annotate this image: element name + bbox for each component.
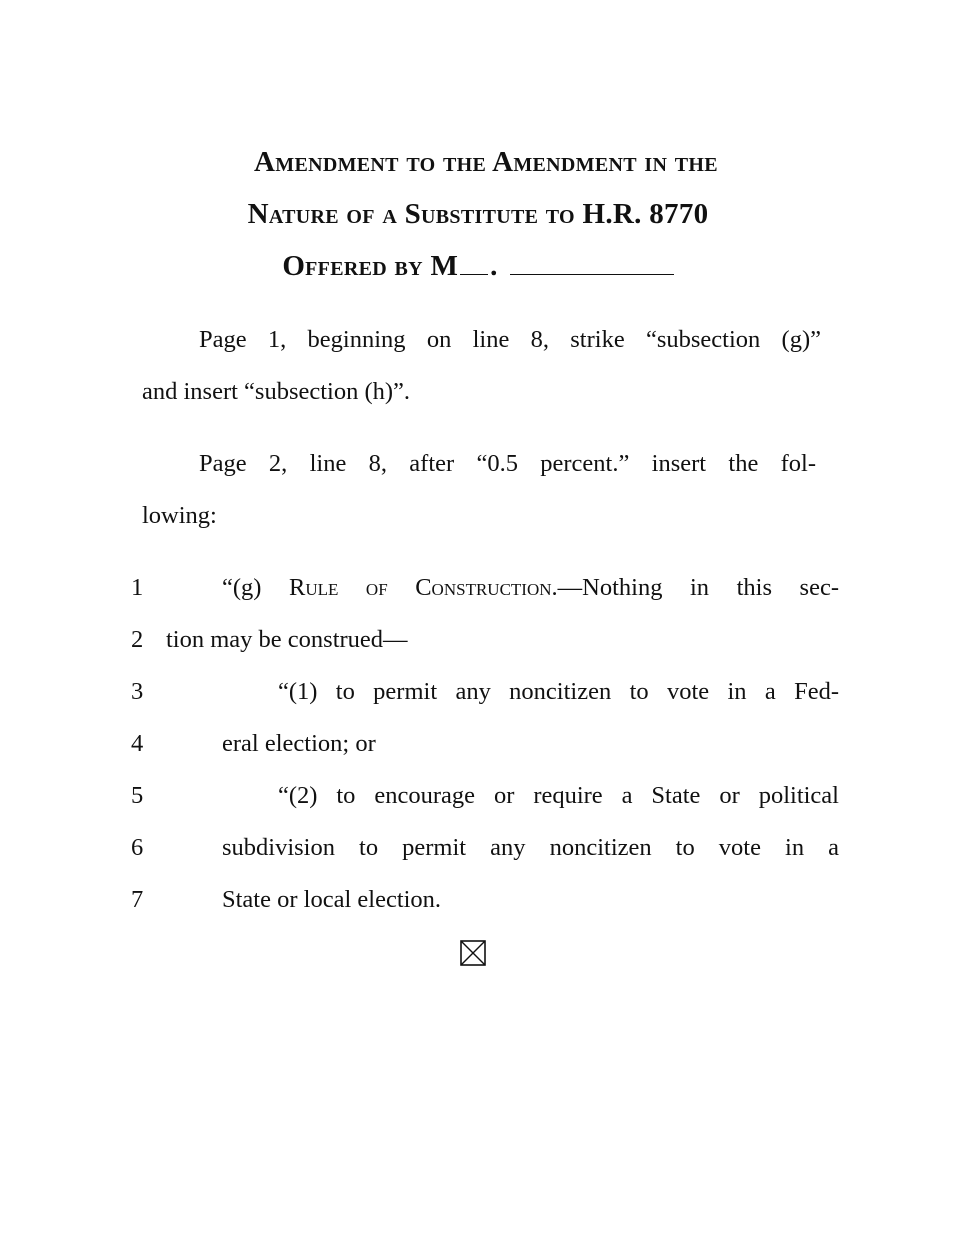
member-blank: [460, 273, 488, 275]
amendment-line-2: tion may be construed—: [166, 626, 408, 653]
amendment-line-1: [222, 574, 839, 602]
subsection-heading: Rule of Construction: [289, 574, 552, 601]
line-number: 7: [131, 886, 144, 913]
line-number: 5: [131, 782, 144, 809]
title-line-2: Nature of a Substitute to H.R. 8770: [247, 198, 709, 230]
amendment-line-7: State or local election.: [222, 886, 442, 913]
name-blank: [510, 273, 674, 275]
title-period: .: [490, 250, 498, 282]
line-number: 2: [131, 626, 144, 653]
instruction-1-line-2: and insert “subsection (h)”.: [142, 378, 411, 405]
line-number: 3: [131, 678, 144, 705]
amendment-line-6: subdivision to permit any noncitizen to vote in a: [222, 834, 839, 861]
title-offered-by: Offered by M: [282, 250, 459, 282]
title-line-1: Amendment to the Amendment in the: [254, 146, 718, 178]
line-number: 1: [131, 574, 144, 601]
boxed-x-icon: [460, 940, 486, 966]
instruction-2-line-1: Page 2, line 8, after “0.5 percent.” insert the fol-: [199, 450, 816, 477]
subsection-open: “(g): [222, 574, 289, 601]
title-line-3: [0, 250, 964, 283]
amendment-line-3: “(1) to permit any noncitizen to vote in a Fed-: [278, 678, 839, 705]
line-number: 6: [131, 834, 144, 861]
subsection-text: .—Nothing in this sec-: [551, 574, 839, 601]
instruction-2-line-2: lowing:: [142, 502, 217, 529]
amendment-line-4: eral election; or: [222, 730, 376, 757]
amendment-line-5: “(2) to encourage or require a State or political: [278, 782, 839, 809]
instruction-1-line-1: Page 1, beginning on line 8, strike “subsection (g)”: [199, 326, 821, 353]
line-number: 4: [131, 730, 144, 757]
